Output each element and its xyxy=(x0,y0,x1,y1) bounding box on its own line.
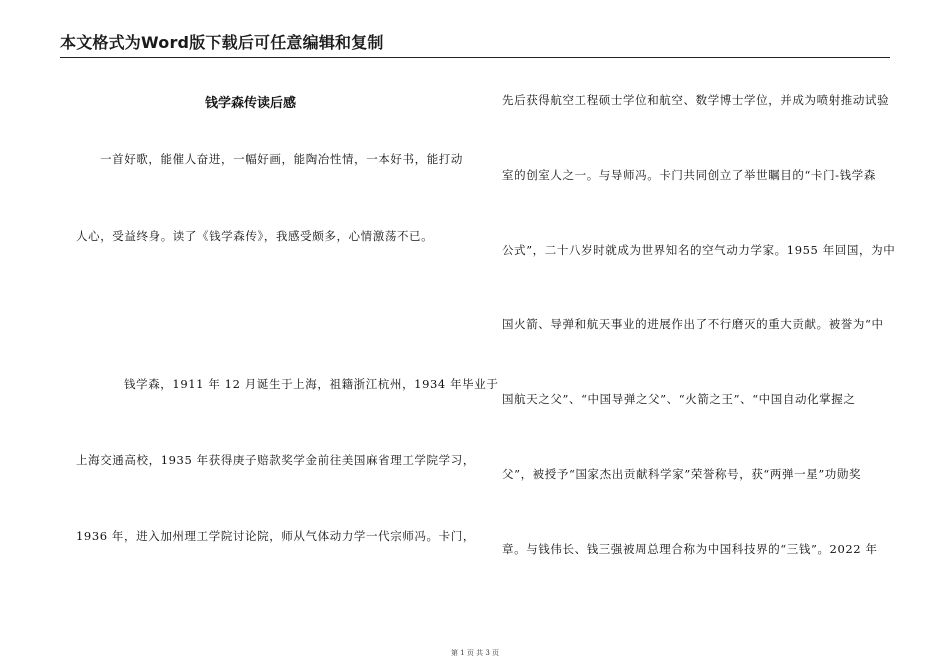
paragraph-line: 一首好歌，能催人奋进，一幅好画，能陶冶性情，一本好书，能打动 xyxy=(100,152,463,166)
paragraph-line: 钱学森，1911 年 12 月诞生于上海，祖籍浙江杭州，1934 年毕业于 xyxy=(124,377,499,391)
right-column xyxy=(482,0,896,672)
paragraph-line: 国航天之父”、“中国导弹之父”、“火箭之王”、“中国自动化掌握之 xyxy=(502,392,856,406)
paragraph-line: 1936 年，进入加州理工学院讨论院，师从气体动力学一代宗师冯。卡门， xyxy=(76,529,475,543)
paragraph-line: 人心，受益终身。读了《钱学森传》，我感受颇多，心情激荡不已。 xyxy=(76,229,434,243)
paragraph-line: 父”，被授予“国家杰出贡献科学家”荣誉称号，获“两弹一星”功勋奖 xyxy=(502,467,862,481)
document-title: 钱学森传读后感 xyxy=(205,96,297,111)
paragraph-line: 先后获得航空工程硕士学位和航空、数学博士学位，并成为喷射推动试验 xyxy=(502,93,890,107)
page-number: 第 1 页 共 3 页 xyxy=(450,649,500,657)
download-notice-banner: 本文格式为Word版下载后可任意编辑和复制 xyxy=(60,33,384,52)
paragraph-line: 章。与钱伟长、钱三强被周总理合称为中国科技界的“三钱”。2022 年 xyxy=(502,542,878,556)
paragraph-line: 国火箭、导弹和航天事业的进展作出了不行磨灭的重大贡献。被誉为“中 xyxy=(502,317,884,331)
paragraph-line: 公式”，二十八岁时就成为世界知名的空气动力学家。1955 年回国，为中 xyxy=(502,243,896,257)
paragraph-line: 室的创室人之一。与导师冯。卡门共同创立了举世瞩目的“卡门-钱学森 xyxy=(502,168,876,182)
paragraph-line: 上海交通高校，1935 年获得庚子赔款奖学金前往美国麻省理工学院学习， xyxy=(76,453,475,467)
